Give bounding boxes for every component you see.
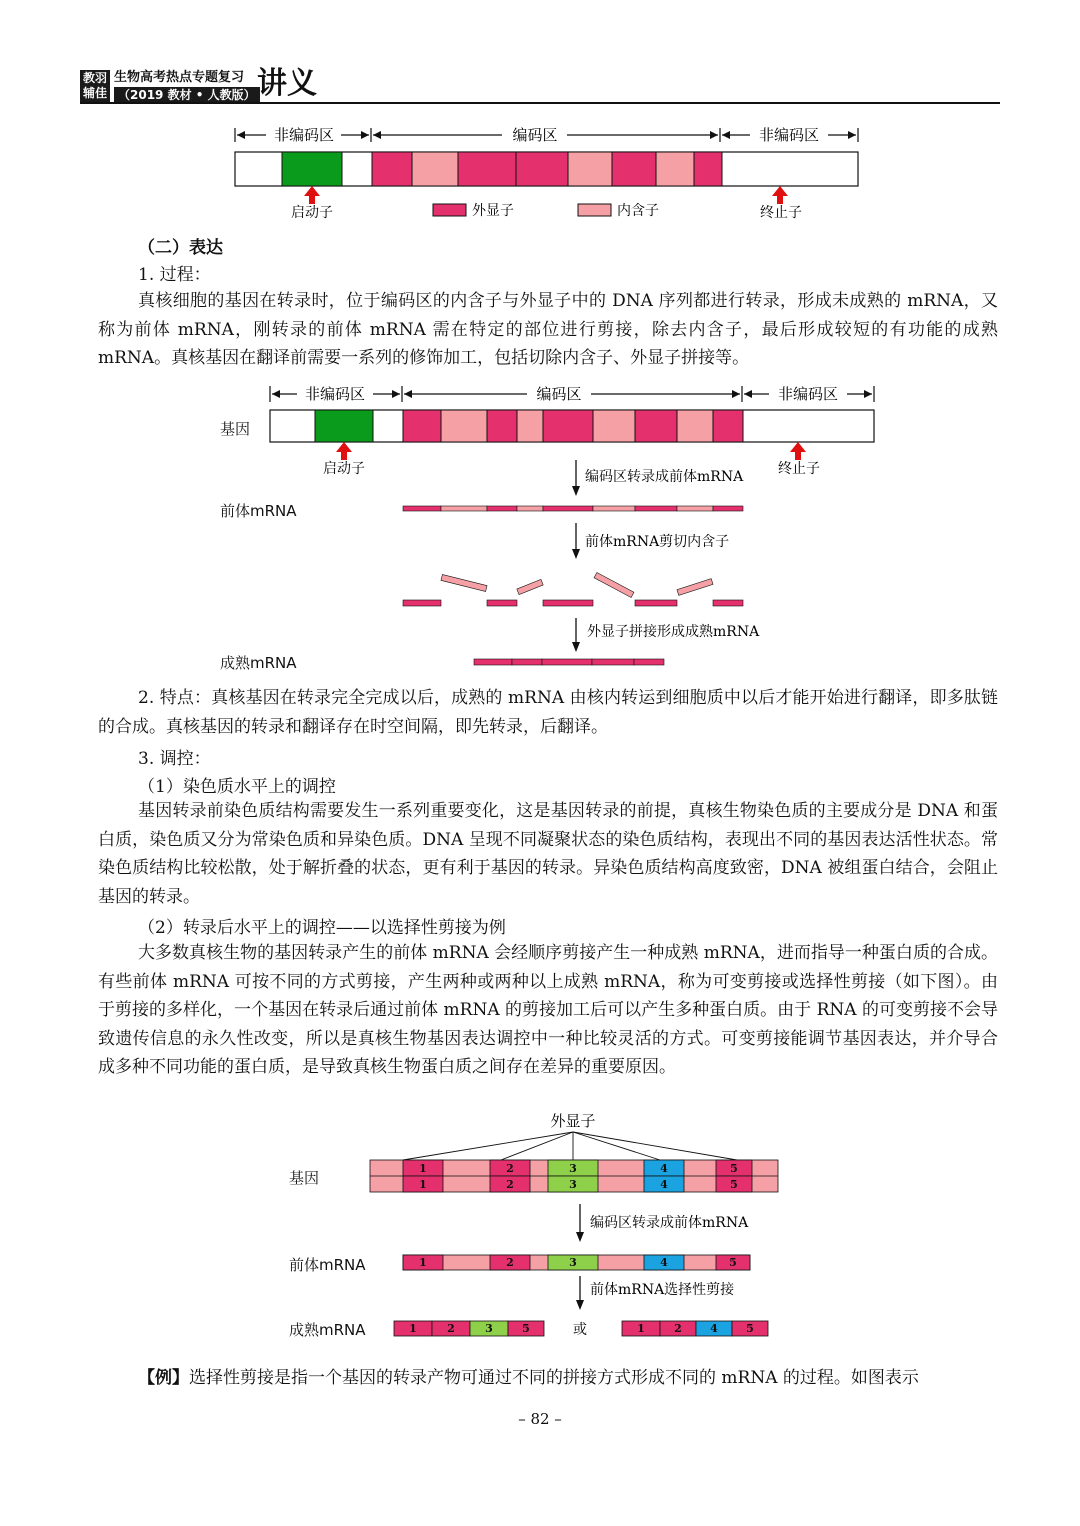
fig3-step2: 前体mRNA选择性剪接 bbox=[590, 1282, 735, 1298]
fig3-pre-mrna-label: 前体mRNA bbox=[289, 1256, 366, 1274]
exon-number: 1 bbox=[419, 1178, 427, 1191]
page-number: – 82 – bbox=[518, 1410, 562, 1428]
fig3-exon-label: 外显子 bbox=[550, 1112, 596, 1130]
section-heading: （二）表达 bbox=[138, 238, 223, 258]
doc-type: 讲义 bbox=[257, 66, 317, 101]
intron-block bbox=[412, 152, 458, 186]
exon-number: 3 bbox=[569, 1162, 577, 1175]
terminator-arrow-icon bbox=[790, 442, 806, 460]
exon-number: 1 bbox=[419, 1162, 427, 1175]
exon-number: 3 bbox=[569, 1178, 577, 1191]
fig3-gene-label: 基因 bbox=[289, 1169, 320, 1187]
exon-number: 2 bbox=[674, 1322, 682, 1335]
exon-block bbox=[487, 410, 517, 442]
down-arrow-icon bbox=[572, 642, 580, 652]
intron-block bbox=[677, 410, 713, 442]
intron-block bbox=[441, 410, 487, 442]
exon-number: 3 bbox=[569, 1256, 577, 1269]
exon-number: 2 bbox=[447, 1322, 455, 1335]
exon-pointer-lines bbox=[403, 1132, 737, 1160]
paragraph-features: 2. 特点：真核基因在转录完全完成以后，成熟的 mRNA 由核内转运到细胞质中以后才能开始进行翻译，即多肽链的合成。真核基因的转录和翻译存在时空间隔，即先转录，后翻译。 bbox=[98, 688, 998, 737]
down-arrow-icon bbox=[572, 549, 580, 559]
promoter-block bbox=[282, 152, 342, 186]
fig3-step1: 编码区转录成前体mRNA bbox=[590, 1215, 749, 1231]
coding-label: 编码区 bbox=[512, 126, 558, 144]
exon-block bbox=[543, 410, 593, 442]
fig3-mature-mrna-label: 成熟mRNA bbox=[289, 1321, 366, 1339]
fig2-promoter-label: 启动子 bbox=[323, 461, 365, 477]
exon-number: 1 bbox=[409, 1322, 417, 1335]
exon-number: 5 bbox=[730, 1162, 738, 1175]
fig2-noncoding-right: 非编码区 bbox=[777, 385, 839, 403]
fig2-step1: 编码区转录成前体mRNA bbox=[585, 469, 744, 485]
intron-block bbox=[656, 152, 694, 186]
exon-block bbox=[612, 152, 656, 186]
legend-intron-label: 内含子 bbox=[617, 203, 659, 219]
noncoding-left-label: 非编码区 bbox=[273, 126, 335, 144]
header-rule bbox=[80, 102, 1000, 104]
intron-block bbox=[568, 152, 612, 186]
promoter-arrow-icon bbox=[304, 186, 320, 204]
promoter-label: 启动子 bbox=[291, 205, 333, 221]
fig2-step2: 前体mRNA剪切内含子 bbox=[585, 534, 730, 550]
intron-block bbox=[517, 410, 543, 442]
intron-block bbox=[593, 410, 635, 442]
terminator-arrow-icon bbox=[772, 186, 788, 204]
down-arrow-icon bbox=[576, 1232, 584, 1242]
exon-number: 4 bbox=[710, 1322, 718, 1335]
legend-exon-swatch bbox=[433, 204, 466, 216]
edition-tag: （2019 教材 • 人教版） bbox=[114, 87, 260, 103]
exon-block bbox=[372, 152, 412, 186]
exon-number: 4 bbox=[660, 1162, 668, 1175]
exon-number: 5 bbox=[730, 1178, 738, 1191]
exon-number: 4 bbox=[660, 1256, 668, 1269]
exon-number: 5 bbox=[729, 1256, 737, 1269]
fig2-step3: 外显子拼接形成成熟mRNA bbox=[587, 624, 760, 640]
exon-block bbox=[635, 410, 677, 442]
noncoding-right-label: 非编码区 bbox=[758, 126, 820, 144]
down-arrow-icon bbox=[576, 1300, 584, 1310]
exon-block bbox=[694, 152, 722, 186]
legend-exon-label: 外显子 bbox=[472, 203, 514, 219]
exon-number: 1 bbox=[637, 1322, 645, 1335]
exon-number: 5 bbox=[746, 1322, 754, 1335]
exon-number: 1 bbox=[419, 1256, 427, 1269]
exon-block bbox=[403, 410, 441, 442]
terminator-label: 终止子 bbox=[760, 205, 802, 221]
pre-mrna-strip bbox=[403, 506, 743, 511]
regulation-2-title: （2）转录后水平上的调控——以选择性剪接为例 bbox=[138, 918, 506, 938]
exon-block bbox=[713, 410, 743, 442]
fig2-noncoding-left: 非编码区 bbox=[304, 385, 366, 403]
exon-number: 2 bbox=[506, 1162, 514, 1175]
badge-bottom: 辅佳 bbox=[82, 86, 107, 100]
or-label: 或 bbox=[573, 1322, 587, 1338]
fig2-pre-mrna-label: 前体mRNA bbox=[220, 502, 297, 520]
regulation-1-body: 基因转录前染色质结构需要发生一系列重要变化，这是基因转录的前提，真核生物染色质的主要成分是 DNA 和蛋白质，染色质又分为常染色质和异染色质。DNA 呈现不同凝聚状态的染色质结构，表现出不同的基因表达活性状态。常染色质结构比较松散，处于解折叠的状态，更有利于基因的转录。异染色质结构高度致密，DNA 被组蛋白结合，会阻止基因的转录。 bbox=[98, 801, 998, 907]
subheading-process: 1. 过程： bbox=[138, 265, 211, 285]
fig2-mature-mrna-label: 成熟mRNA bbox=[220, 654, 297, 672]
legend-intron-swatch bbox=[578, 204, 611, 216]
down-arrow-icon bbox=[572, 486, 580, 496]
figure-transcription-splicing bbox=[255, 378, 895, 678]
promoter-block bbox=[315, 410, 373, 442]
subheading-regulation: 3. 调控： bbox=[138, 749, 211, 769]
figure-alternative-splicing bbox=[360, 1108, 790, 1343]
exon-number: 2 bbox=[506, 1256, 514, 1269]
header-badge bbox=[80, 70, 110, 103]
promoter-arrow-icon bbox=[336, 442, 352, 460]
spliced-pieces bbox=[403, 572, 743, 606]
mature-mrna-strip bbox=[474, 659, 664, 665]
exon-number: 3 bbox=[485, 1322, 493, 1335]
paragraph-process: 真核细胞的基因在转录时，位于编码区的内含子与外显子中的 DNA 序列都进行转录，形成未成熟的 mRNA，又称为前体 mRNA，刚转录的前体 mRNA 需在特定的部位进行剪接，除去内含子，最后形成较短的有功能的成熟 mRNA。真核基因在翻译前需要一系列的修饰加工，包括切除内含子、外显子拼接等。 bbox=[98, 291, 998, 368]
exon-block bbox=[458, 152, 516, 186]
series-title: 生物高考热点专题复习 bbox=[114, 70, 245, 85]
exon-number: 5 bbox=[522, 1322, 530, 1335]
example-text: 选择性剪接是指一个基因的转录产物可通过不同的拼接方式形成不同的 mRNA 的过程。如图表示 bbox=[189, 1368, 919, 1388]
fig2-gene-label: 基因 bbox=[220, 420, 251, 438]
fig2-coding: 编码区 bbox=[536, 385, 582, 403]
regulation-1-title: （1）染色质水平上的调控 bbox=[138, 777, 336, 797]
exon-block bbox=[516, 152, 568, 186]
fig2-terminator-label: 终止子 bbox=[778, 461, 820, 477]
example-line bbox=[138, 1364, 1000, 1392]
exon-number: 2 bbox=[506, 1178, 514, 1191]
exon-number: 4 bbox=[660, 1178, 668, 1191]
regulation-2-body: 大多数真核生物的基因转录产生的前体 mRNA 会经顺序剪接产生一种成熟 mRNA，进而指导一种蛋白质的合成。有些前体 mRNA 可按不同的方式剪接，产生两种或两种以上成熟 mRNA，称为可变剪接或选择性剪接（如下图）。由于剪接的多样化，一个基因在转录后通过前体 mRNA 的剪接加工后可以产生多种蛋白质。由于 RNA 的可变剪接不会导致遗传信息的永久性改变，所以是真核生物基因表达调控中一种比较灵活的方式。可变剪接能调节基因表达，并介导合成多种不同功能的蛋白质，是导致真核生物蛋白质之间存在差异的重要原因。 bbox=[98, 943, 998, 1077]
example-tag: 【例】 bbox=[138, 1368, 189, 1388]
badge-top: 教羽 bbox=[82, 71, 107, 85]
figure-gene-structure bbox=[220, 118, 880, 228]
